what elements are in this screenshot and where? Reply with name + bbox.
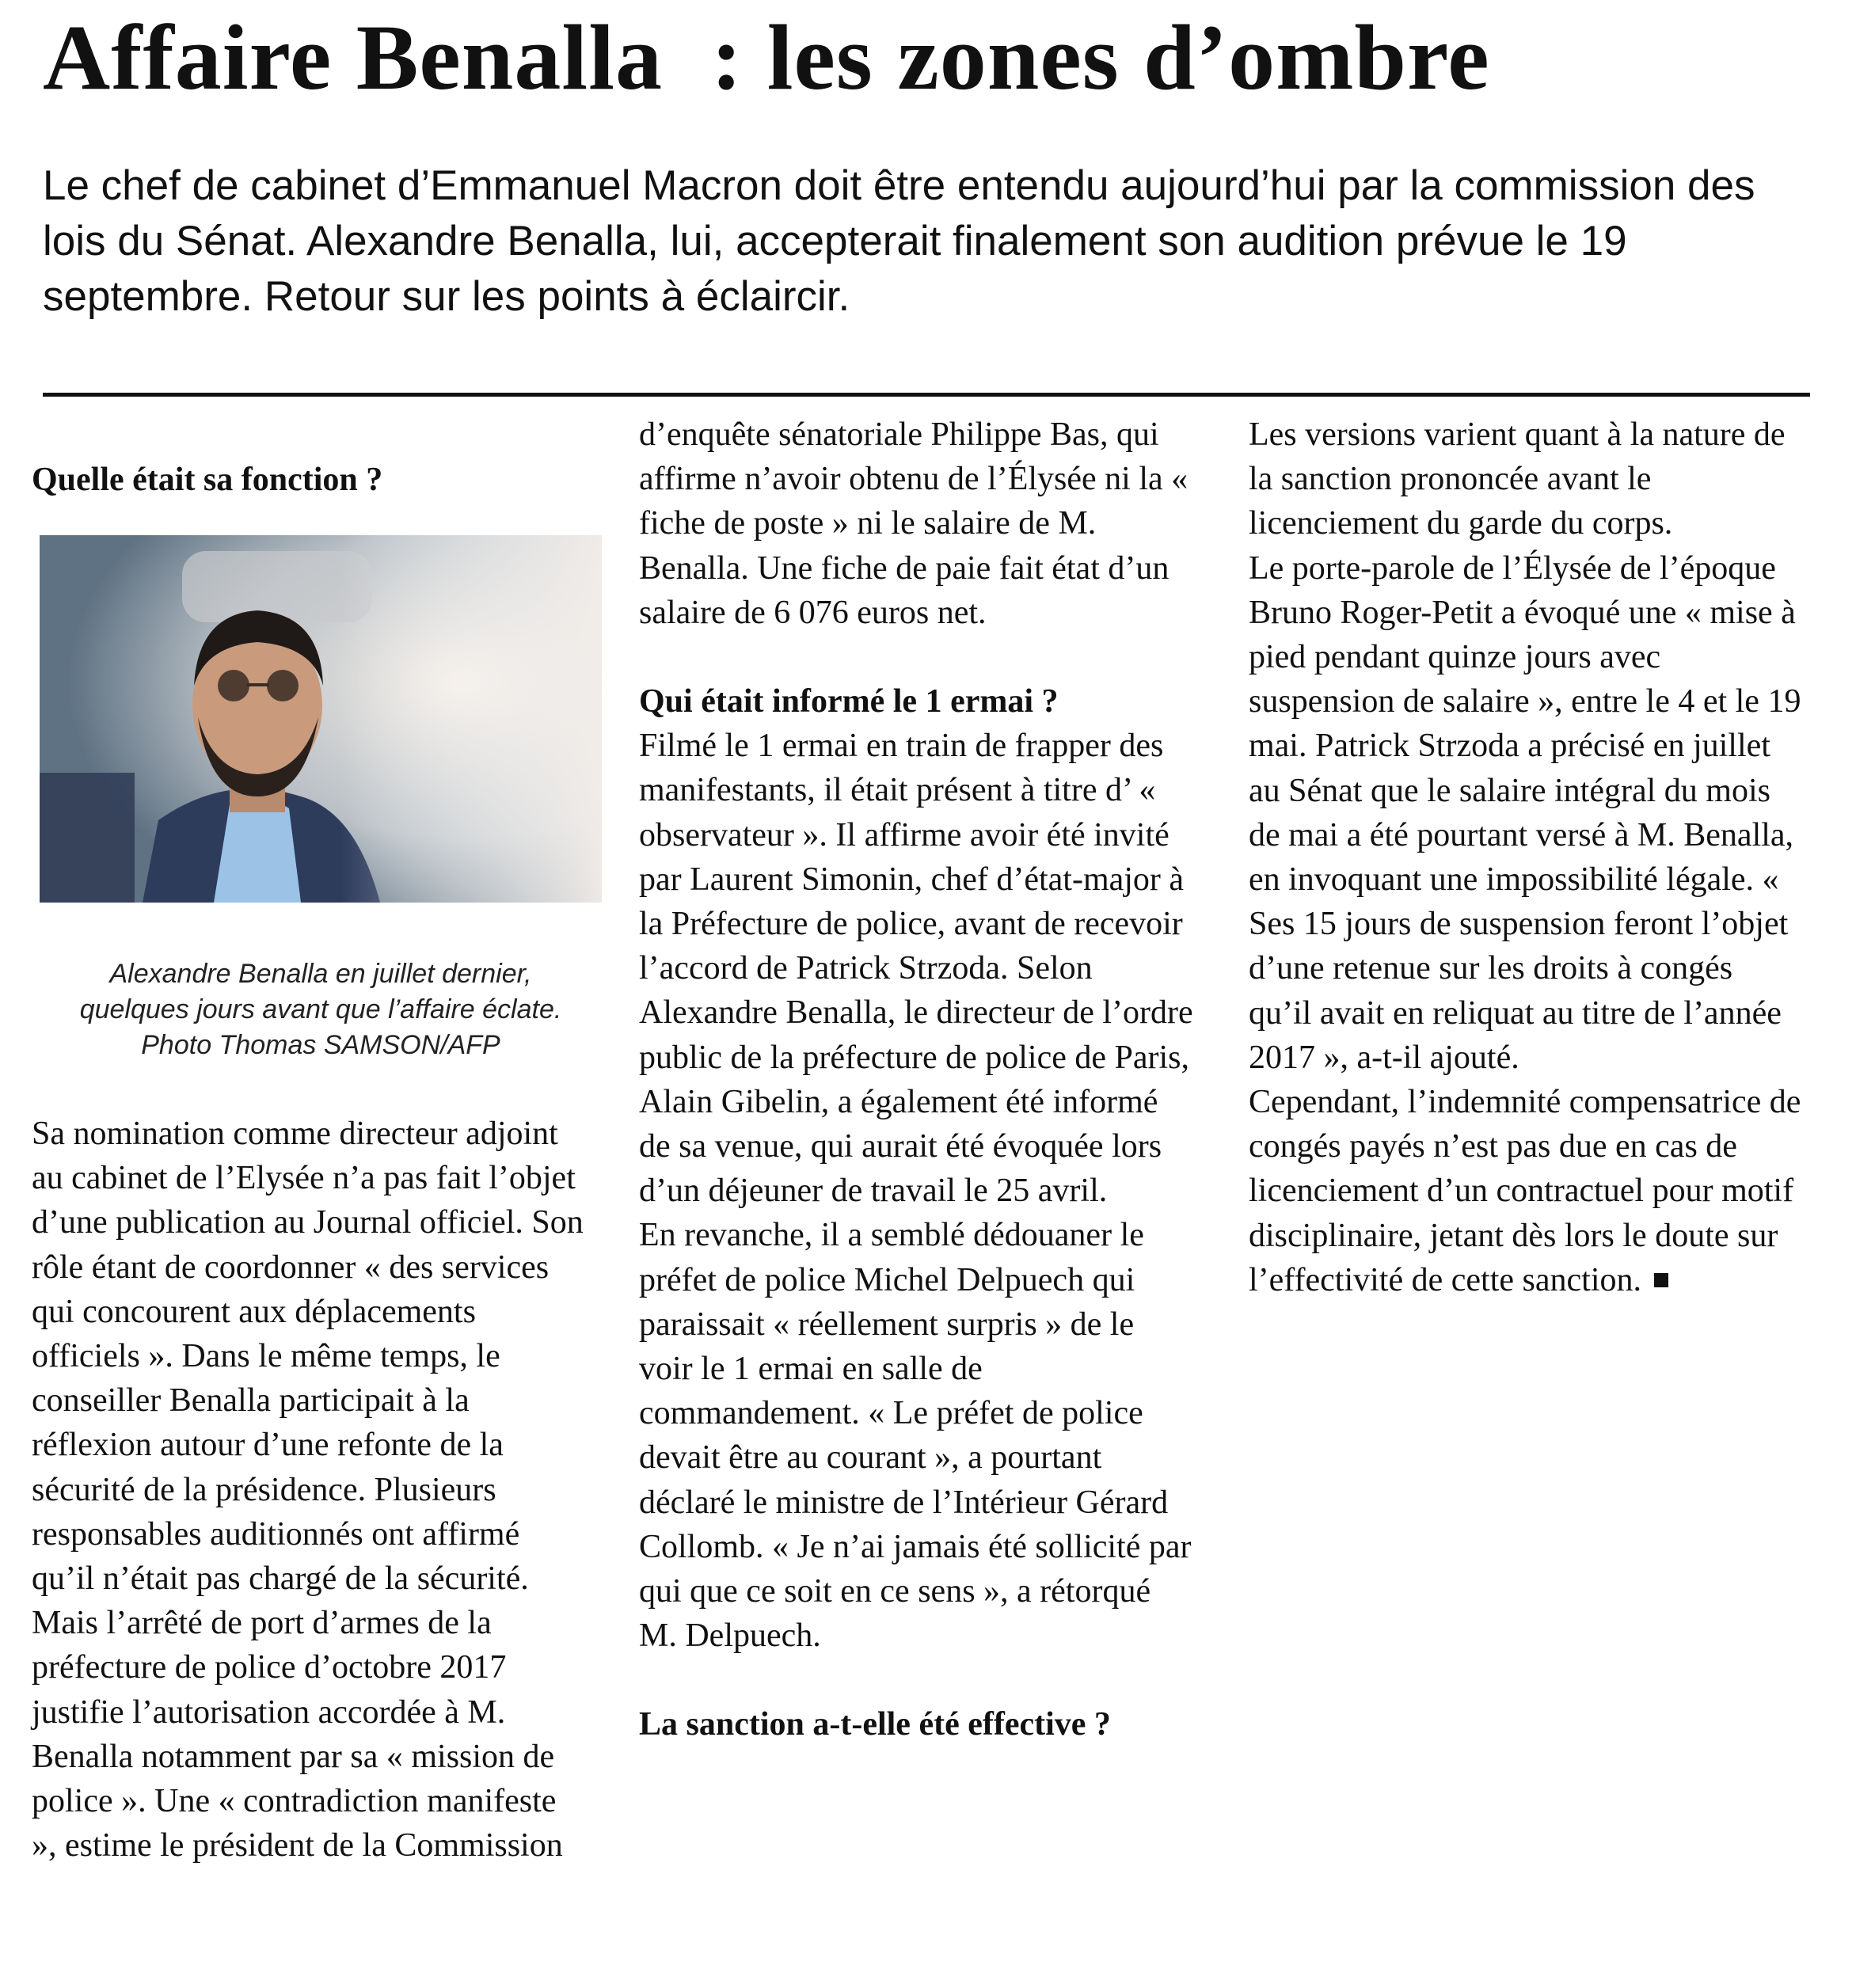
end-of-article-square (1654, 1273, 1668, 1287)
column-3-paragraph-2: Le porte-parole de l’Élysée de l’époque Bruno Roger-Petit a évoqué une « mise à pied pendant quinze jours avec suspension de salaire », entre le 4 et le 19 mai. Patrick Strzoda a précisé en juillet au Sénat que le salaire intégral du mois de mai a été pourtant versé à M. Benalla, en invoquant une impossibilité légale. « Ses 15 jours de suspension feront l’objet d’une retenue sur les droits à congés qu’il avait en reliquat au titre de l’année 2017 », a-t-il ajouté. (1249, 549, 1801, 1076)
article-title: Affaire Benalla : les zones d’ombre (43, 6, 1490, 109)
column-3-paragraph-3-text: Cependant, l’indemnité compensatrice de congés payés n’est pas due en cas de licenciement d’un contractuel pour motif disciplinaire, jetant dès lors le doute sur l’effectivité de cette sanction. (1249, 1084, 1801, 1298)
column-2-paragraph-1: Filmé le 1 ermai en train de frapper des manifestants, il était présent à titre d’ « observateur ». Il affirme avoir été invité par Laurent Simonin, chef d’état-major à la Préfecture de police, avant de recevoir l’accord de Patrick Strzoda. Selon Alexandre Benalla, le directeur de l’ordre public de la préfecture de police de Paris, Alain Gibelin, a également été informé de sa venue, qui aurait été évoquée lors d’un déjeuner de travail le 25 avril. (639, 728, 1193, 1210)
caption-credit: Photo Thomas SAMSON/AFP (141, 1030, 500, 1060)
photo-caption (32, 956, 610, 1063)
article-lead: Le chef de cabinet d’Emmanuel Macron doit être entendu aujourd’hui par la commission des lois du Sénat. Alexandre Benalla, lui, accepterait finalement son audition prévue le 19 septembre. Retour sur les points à éclaircir. (43, 162, 1755, 320)
column-3 (1249, 412, 1803, 1302)
section-heading-sanction: La sanction a-t-elle été effective ? (639, 1706, 1111, 1743)
section-heading-informe: Qui était informé le 1 ermai ? (639, 683, 1059, 720)
column-3-paragraph-3 (1249, 1080, 1803, 1302)
section-heading-fonction: Quelle était sa fonction ? (32, 462, 383, 498)
column-2 (639, 412, 1193, 1747)
column-2-continuation: d’enquête sénatoriale Philippe Bas, qui affirme n’avoir obtenu de l’Élysée ni la « fiche de poste » ni le salaire de M. Benalla. Une fiche de paie fait état d’un salaire de 6 076 euros net. (639, 416, 1189, 631)
photo-alexandre-benalla (40, 535, 602, 903)
column-1-body: Sa nomination comme directeur adjoint au cabinet de l’Elysée n’a pas fait l’objet d’une publication au Journal officiel. Son rôle étant de coordonner « des services qui concourent aux déplacements officiels ». Dans le même temps, le conseiller Benalla participait à la réflexion autour d’une refonte de la sécurité de la présidence. Plusieurs responsables auditionnés ont affirmé qu’il n’était pas chargé de la sécurité. Mais l’arrêté de port d’armes de la préfecture de police d’octobre 2017 justifie l’autorisation accordée à M. Benalla notamment par sa « mission de police ». Une « contradiction manifeste », estime le président de la Commission (32, 1116, 584, 1864)
caption-line: quelques jours avant que l’affaire éclate. (79, 994, 562, 1024)
column-2-paragraph-2: En revanche, il a semblé dédouaner le préfet de police Michel Delpuech qui paraissait « réellement surpris » de le voir le 1 ermai en salle de commandement. « Le préfet de police devait être au courant », a pourtant déclaré le ministre de l’Intérieur Gérard Collomb. « Je n’ai jamais été sollicité par qui que ce soit en ce sens », a rétorqué M. Delpuech. (639, 1217, 1192, 1655)
column-3-paragraph-1: Les versions varient quant à la nature de la sanction prononcée avant le licenciement du garde du corps. (1249, 416, 1786, 542)
caption-line: Alexandre Benalla en juillet dernier, (109, 959, 532, 989)
